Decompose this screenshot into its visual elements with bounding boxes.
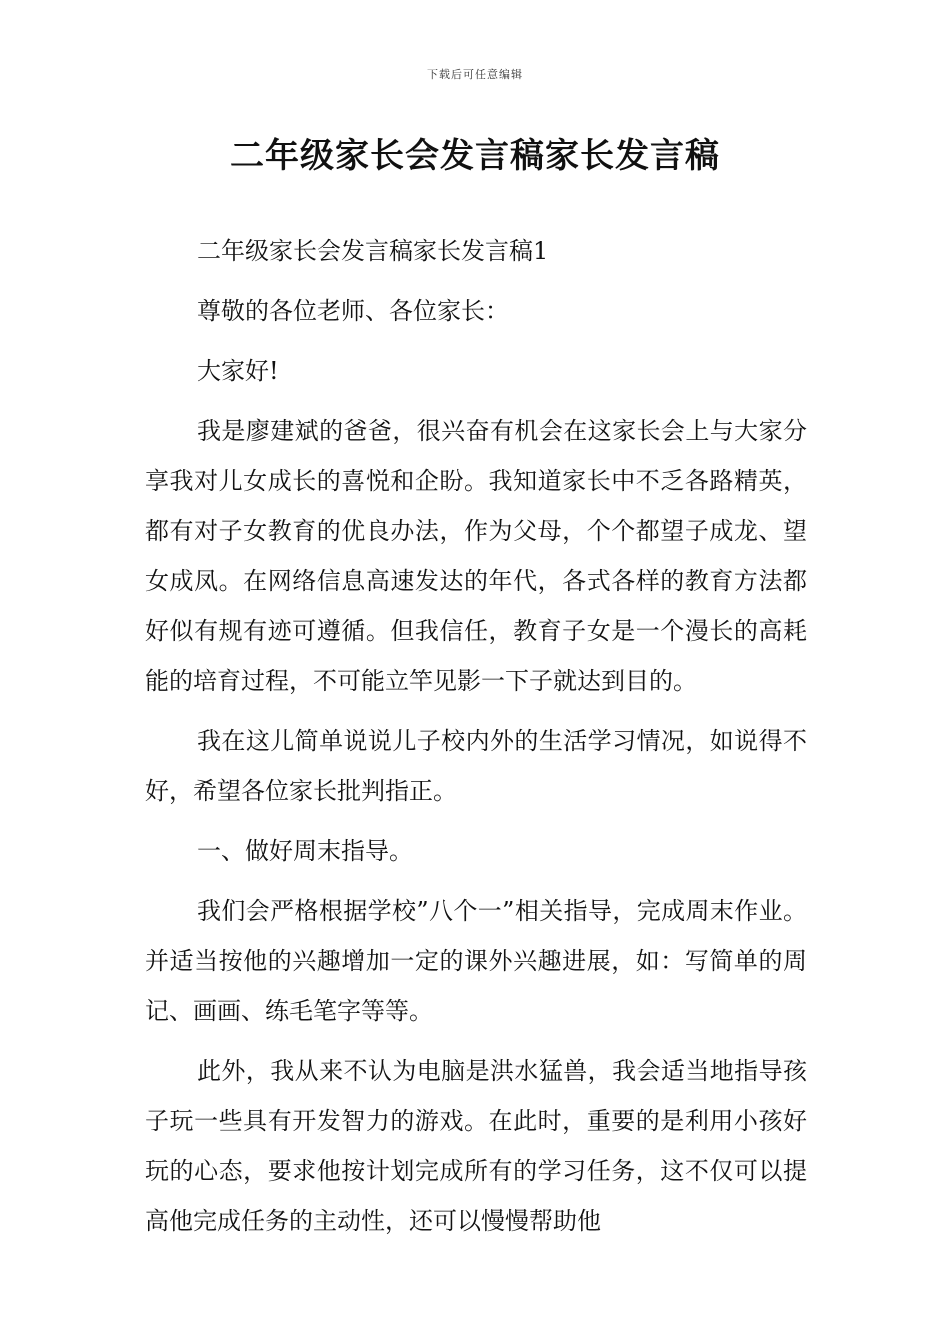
- section-heading-paragraph: 一、做好周末指导。: [197, 837, 413, 865]
- salutation-paragraph: 尊敬的各位老师、各位家长：: [197, 297, 509, 325]
- greeting-paragraph: 大家好!: [197, 357, 279, 385]
- subtitle-paragraph: 二年级家长会发言稿家长发言稿1: [197, 237, 549, 265]
- document-body: [145, 226, 807, 1256]
- body-paragraph: 我在这儿简单说说儿子校内外的生活学习情况，如说得不好，希望各位家长批判指正。: [145, 727, 807, 805]
- document-title: 二年级家长会发言稿家长发言稿: [230, 136, 720, 176]
- header-note: 下载后可任意编辑: [427, 68, 523, 81]
- body-paragraph: 我是廖建斌的爸爸，很兴奋有机会在这家长会上与大家分享我对儿女成长的喜悦和企盼。我知道家长中不乏各路精英，都有对子女教育的优良办法，作为父母，个个都望子成龙、望女成凤。在网络信息高速发达的年代，各式各样的教育方法都好似有规有迹可遵循。但我信任，教育子女是一个漫长的高耗能的培育过程，不可能立竿见影一下子就达到目的。: [145, 417, 807, 695]
- body-paragraph: 我们会严格根据学校”八个一”相关指导，完成周末作业。并适当按他的兴趣增加一定的课外兴趣进展，如：写简单的周记、画画、练毛笔字等等。: [145, 897, 807, 1025]
- body-paragraph: 此外，我从来不认为电脑是洪水猛兽，我会适当地指导孩子玩一些具有开发智力的游戏。在此时，重要的是利用小孩好玩的心态，要求他按计划完成所有的学习任务，这不仅可以提高他完成任务的主动性，还可以慢慢帮助他: [145, 1057, 807, 1235]
